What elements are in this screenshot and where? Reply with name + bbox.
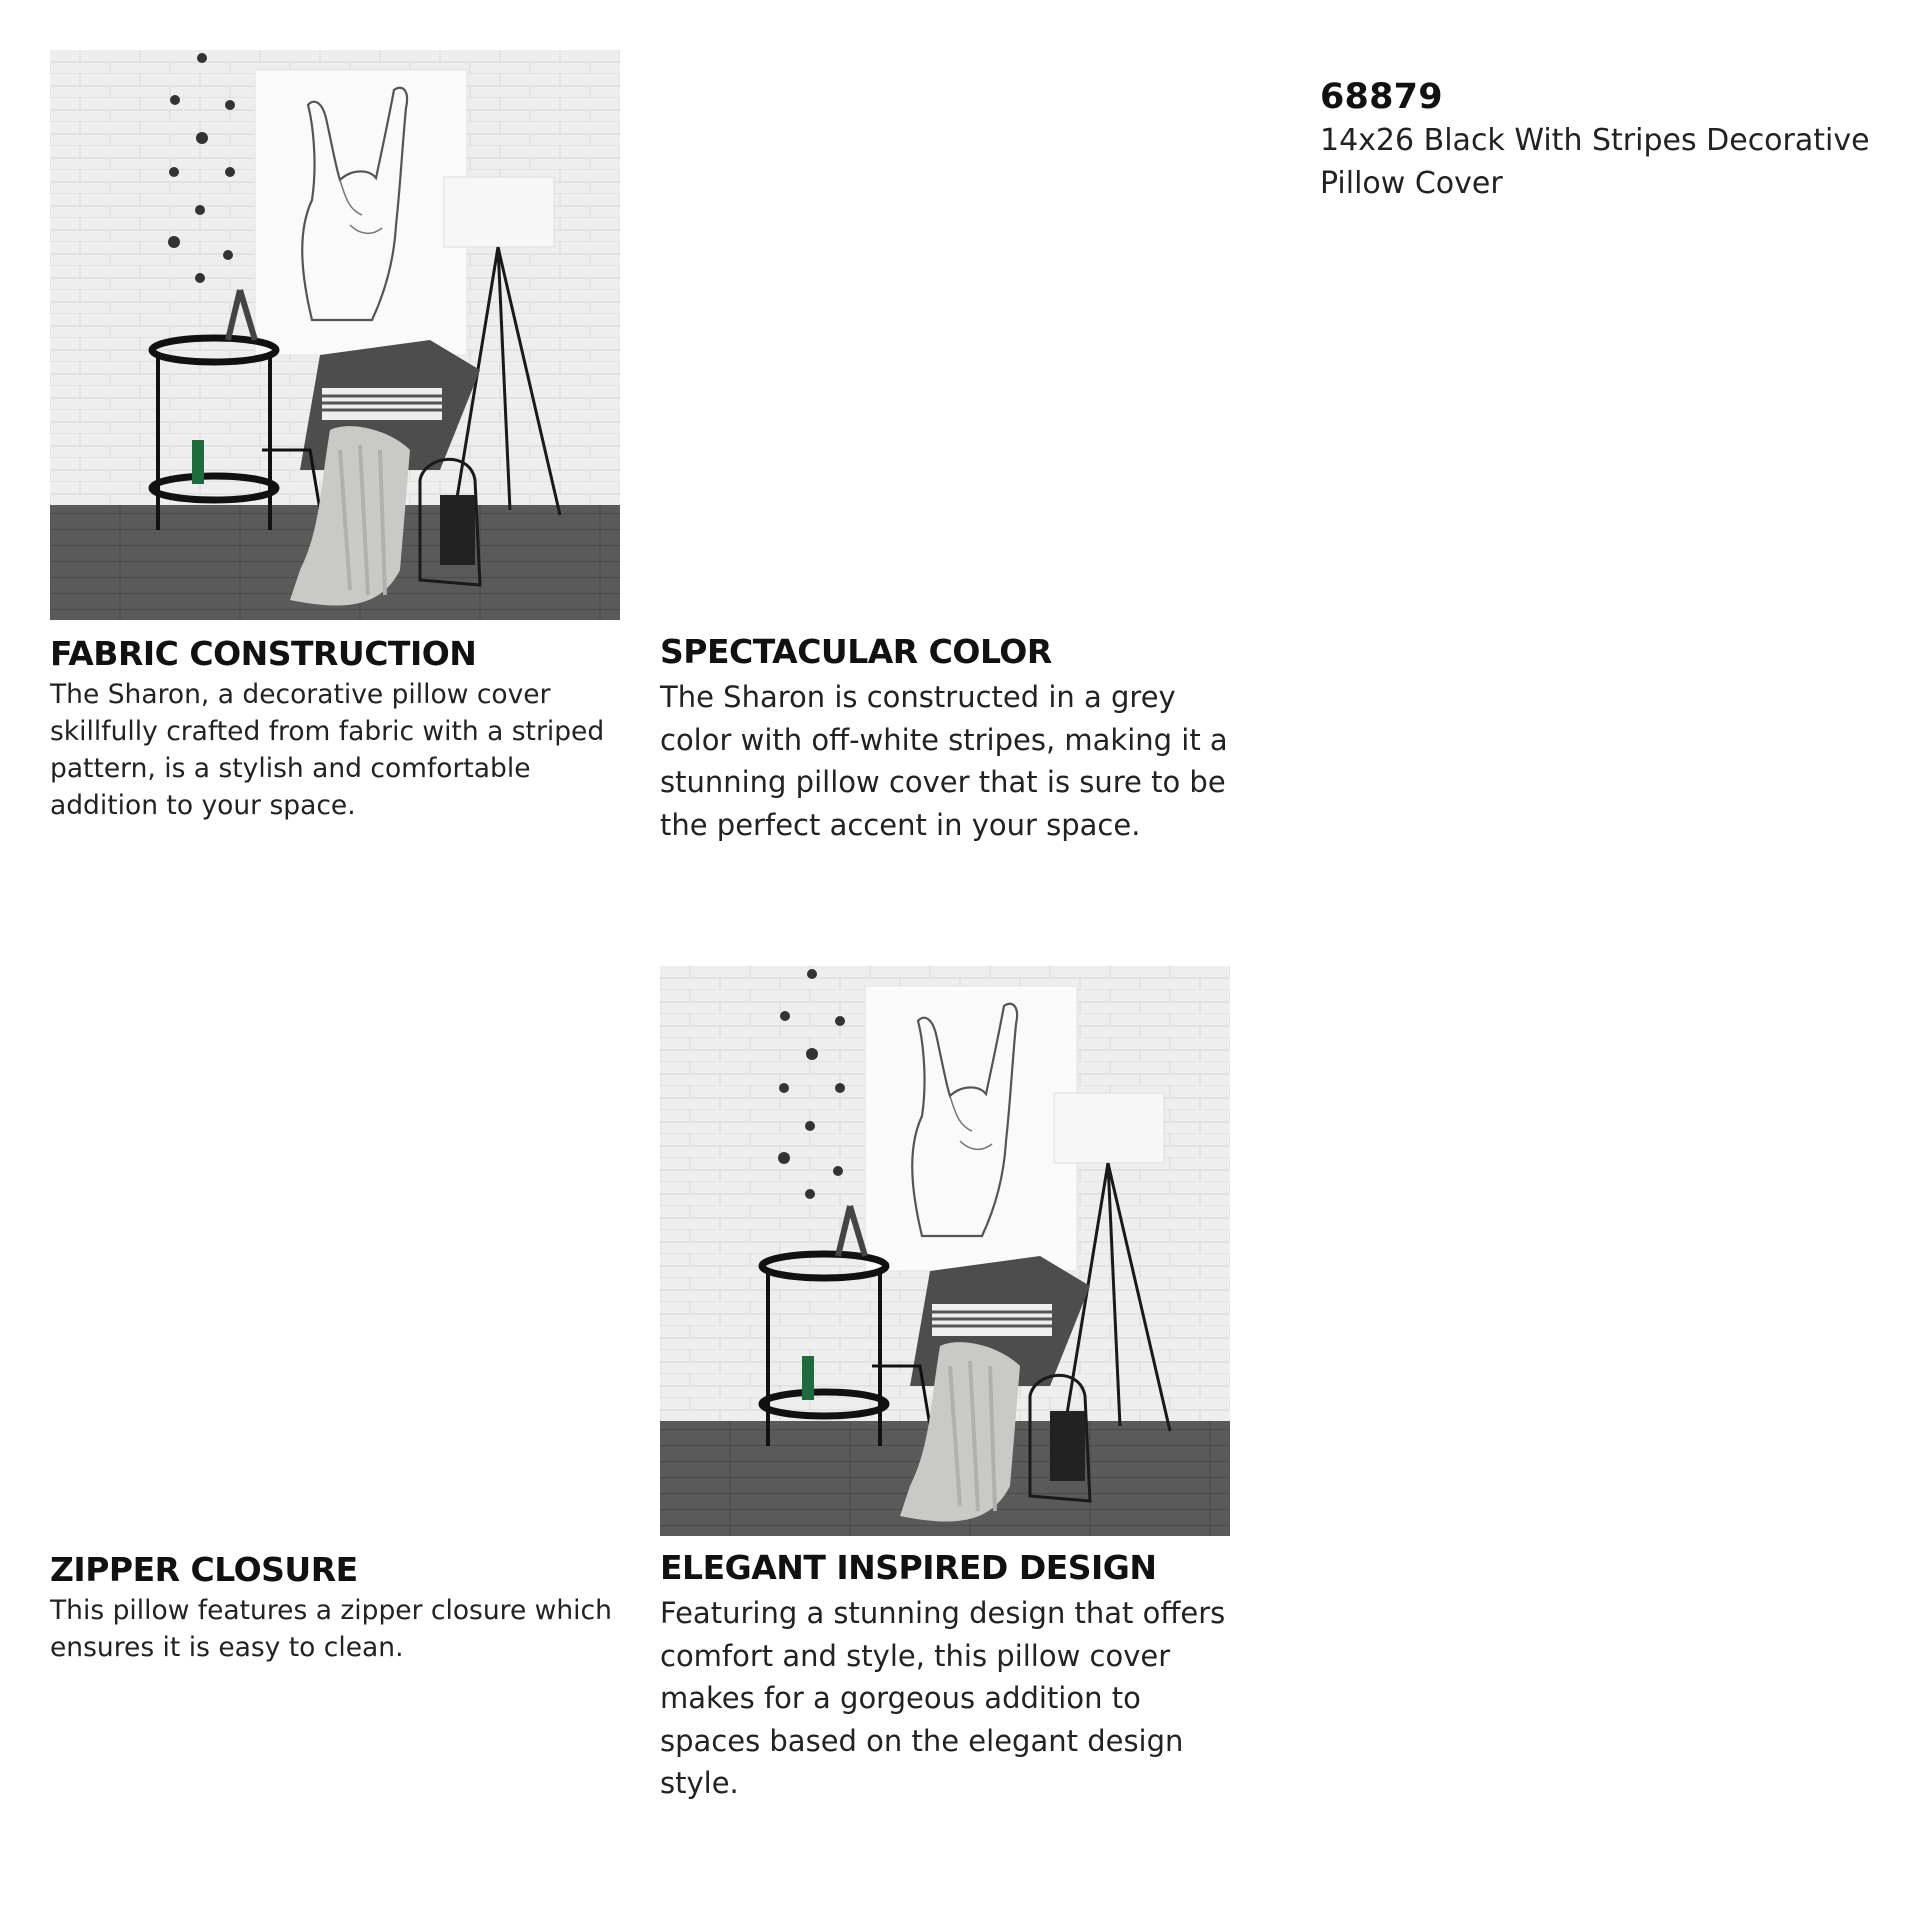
- section-heading: FABRIC CONSTRUCTION: [50, 634, 477, 673]
- product-name: 14x26 Black With Stripes Decorative Pillow Cover: [1320, 122, 1870, 201]
- section-spectacular-color: [660, 634, 1230, 846]
- section-body: Featuring a stunning design that offers comfort and style, this pillow cover makes for a gorgeous addition to spaces based on the elegant design style.: [660, 1596, 1226, 1801]
- section-heading: ZIPPER CLOSURE: [50, 1550, 358, 1589]
- lifestyle-photo-bottom: [660, 966, 1230, 1536]
- product-header: [1320, 78, 1920, 205]
- section-body: This pillow features a zipper closure which ensures it is easy to clean.: [50, 1595, 612, 1664]
- section-zipper-closure: [50, 1552, 630, 1666]
- section-heading: SPECTACULAR COLOR: [660, 632, 1052, 671]
- section-heading: ELEGANT INSPIRED DESIGN: [660, 1548, 1157, 1587]
- product-sku: 68879: [1320, 77, 1443, 117]
- section-fabric-construction: [50, 636, 630, 824]
- section-body: The Sharon is constructed in a grey color with off-white stripes, making it a stunning pillow cover that is sure to be the perfect accent in your space.: [660, 680, 1228, 842]
- section-elegant-inspired-design: [660, 1550, 1230, 1805]
- lifestyle-photo-top: [50, 50, 620, 620]
- section-body: The Sharon, a decorative pillow cover skillfully crafted from fabric with a striped pattern, is a stylish and comfortable addition to your space.: [50, 679, 605, 822]
